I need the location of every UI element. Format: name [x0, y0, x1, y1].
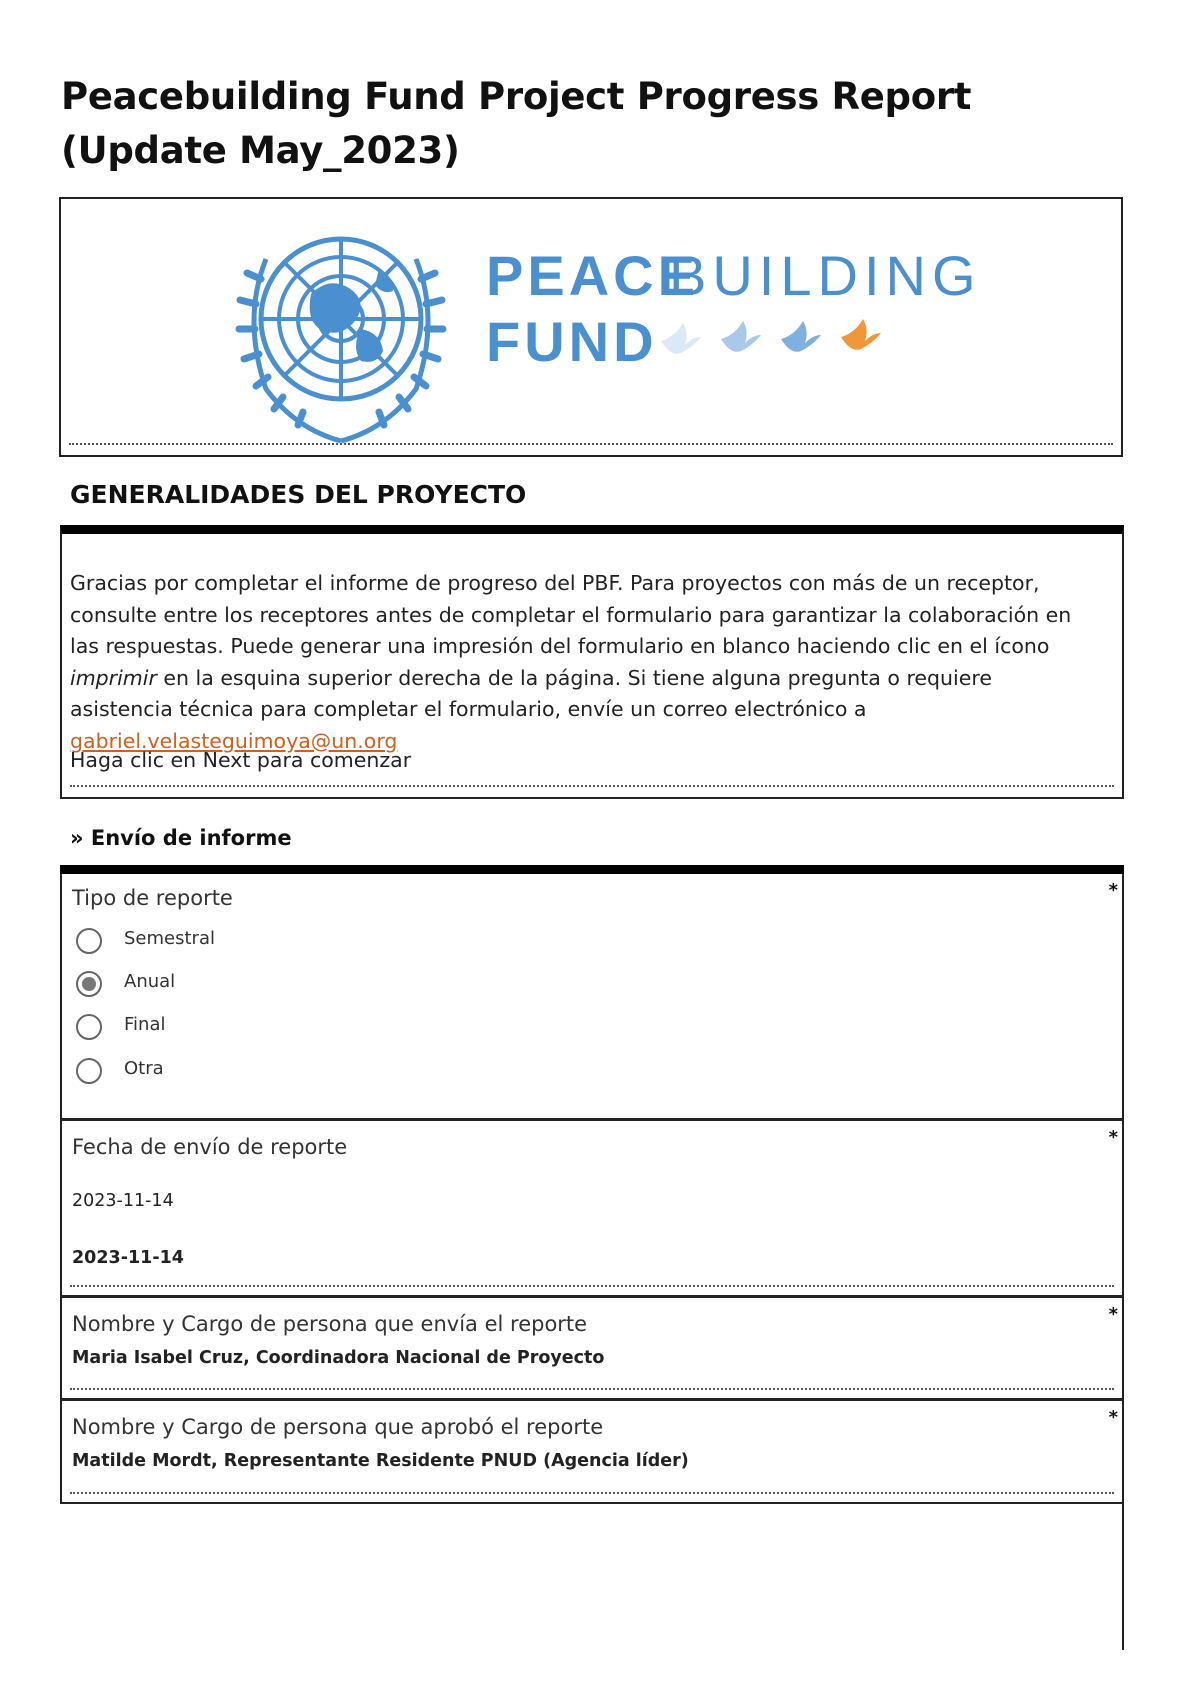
divider: [70, 1492, 1114, 1494]
radio-button-selected[interactable]: [76, 971, 102, 997]
form-top-bar: [60, 865, 1124, 874]
contact-email-link[interactable]: gabriel.velasteguimoya@un.org: [70, 728, 398, 753]
required-mark: *: [1108, 1304, 1118, 1325]
submission-date-field: [60, 1121, 1124, 1298]
submission-date-value: 2023-11-14: [72, 1248, 184, 1268]
divider: [69, 443, 1113, 445]
radio-button[interactable]: [76, 928, 102, 954]
dove-icon: [661, 323, 701, 354]
divider: [70, 785, 1114, 787]
radio-label: Anual: [124, 971, 176, 992]
divider: [70, 1285, 1114, 1287]
page-title: Peacebuilding Fund Project Progress Report (Update May_2023): [61, 75, 972, 172]
wordmark-building: BUILDING: [669, 244, 982, 307]
intro-text: [70, 568, 1080, 757]
page-border: [1122, 1504, 1124, 1650]
report-type-field: [60, 874, 1124, 1121]
submitter-label: Nombre y Cargo de persona que envía el reporte: [72, 1312, 588, 1336]
un-emblem-icon: [239, 239, 443, 441]
dove-icon: [841, 319, 881, 350]
radio-button[interactable]: [76, 1058, 102, 1084]
approver-value[interactable]: Matilde Mordt, Representante Residente PNUD (Agencia líder): [72, 1451, 689, 1471]
required-mark: *: [1108, 1127, 1118, 1148]
required-mark: *: [1108, 1407, 1118, 1428]
wordmark-peace: PEACE: [486, 244, 699, 307]
radio-label: Otra: [124, 1058, 164, 1079]
radio-label: Semestral: [124, 928, 215, 949]
radio-label: Final: [124, 1014, 166, 1035]
submission-date-label: Fecha de envío de reporte: [72, 1135, 348, 1159]
logo-panel: [59, 197, 1123, 457]
section-title: GENERALIDADES DEL PROYECTO: [70, 480, 527, 509]
intro-panel: [60, 525, 1124, 799]
start-instruction: Haga clic en Next para comenzar: [70, 748, 412, 772]
report-type-label: Tipo de reporte: [72, 886, 233, 910]
intro-emphasis: imprimir: [70, 665, 157, 690]
submission-date-input[interactable]: 2023-11-14: [72, 1191, 174, 1211]
subsection-title: » Envío de informe: [70, 826, 292, 850]
dove-icon: [781, 321, 821, 352]
required-mark: *: [1108, 880, 1118, 901]
peacebuilding-fund-logo: [61, 199, 1121, 455]
radio-button[interactable]: [76, 1014, 102, 1040]
submitter-field: [60, 1298, 1124, 1401]
submitter-value[interactable]: Maria Isabel Cruz, Coordinadora Nacional de Proyecto: [72, 1348, 605, 1368]
approver-label: Nombre y Cargo de persona que aprobó el reporte: [72, 1415, 604, 1439]
divider: [70, 1388, 1114, 1390]
intro-part2: en la esquina superior derecha de la página. Si tiene alguna pregunta o requiere asistencia técnica para completar el formulario, envíe un correo electrónico a: [70, 665, 992, 721]
approver-field: [60, 1401, 1124, 1504]
wordmark-fund: FUND: [486, 310, 658, 373]
dove-icon: [721, 321, 761, 352]
intro-part1: Gracias por completar el informe de progreso del PBF. Para proyectos con más de un receptor, consulte entre los receptores antes de completar el formulario para garantizar la colaboración en las respuestas. Puede generar una impresión del formulario en blanco haciendo clic en el ícono: [70, 571, 1072, 658]
